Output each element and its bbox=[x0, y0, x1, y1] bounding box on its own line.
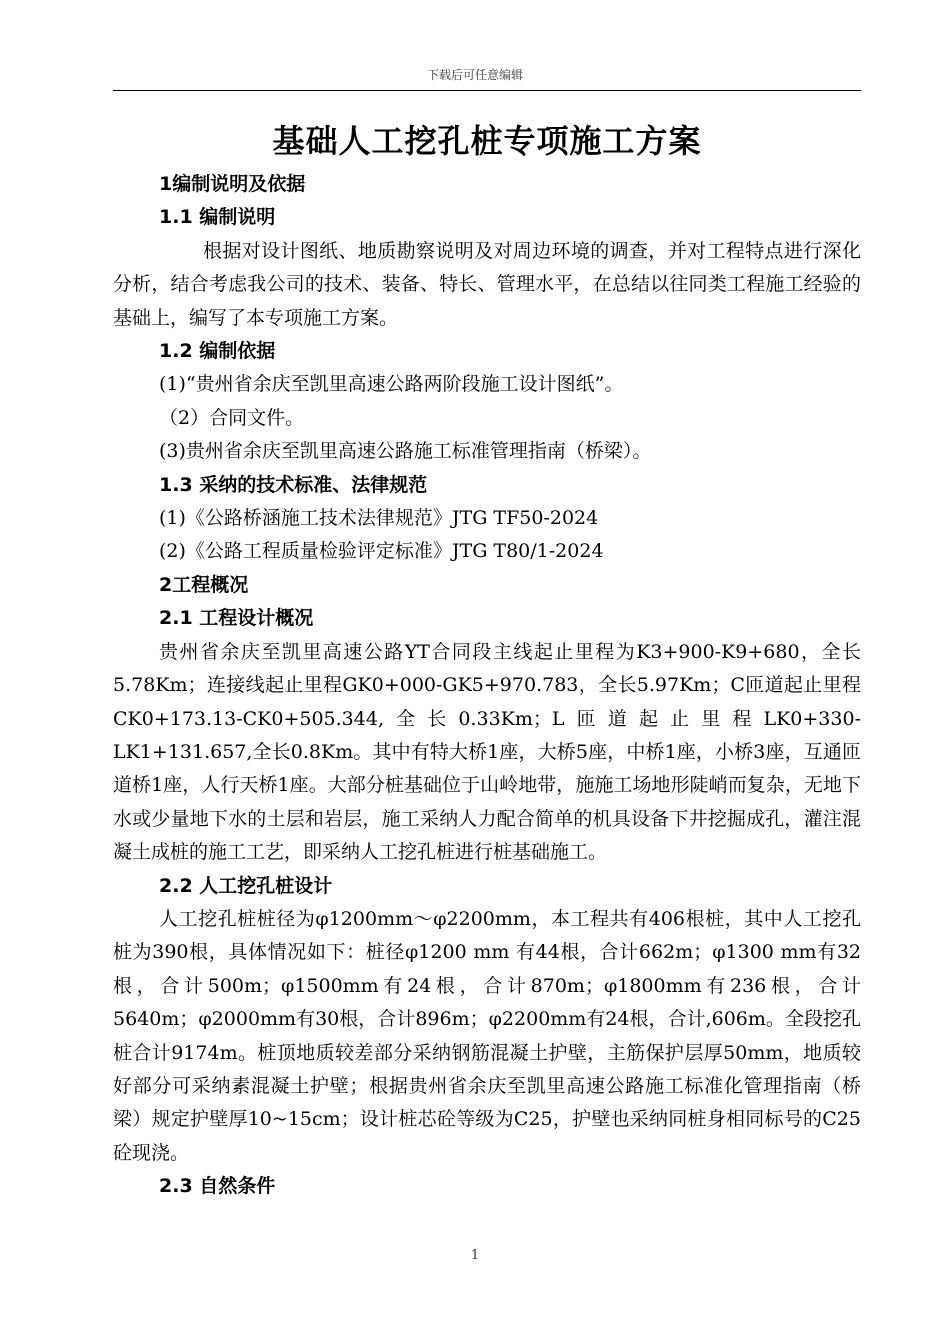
section-heading-1-3: 1.3 采纳的技术标准、法律规范 bbox=[159, 473, 428, 496]
section-heading-1-2: 1.2 编制依据 bbox=[159, 340, 276, 363]
document-title: 基础人工挖孔桩专项施工方案 bbox=[272, 122, 702, 160]
section-heading-2-2: 2.2 人工挖孔桩设计 bbox=[159, 874, 333, 897]
paragraph-1-1: 根据对设计图纸、地质勘察说明及对周边环境的调查，并对工程特点进行深化分析，结合考虑我公司的技术、装备、特长、管理水平，在总结以往同类工程施工经验的基础上，编写了本专项施工方案。 bbox=[113, 239, 861, 329]
header-note: 下载后可任意编辑 bbox=[426, 68, 523, 82]
page-number: 1 bbox=[470, 1248, 480, 1263]
section-heading-1-1: 1.1 编制说明 bbox=[159, 206, 276, 229]
section-heading-1: 1编制说明及依据 bbox=[159, 173, 306, 195]
paragraph-2-1: 贵州省余庆至凯里高速公路YT合同段主线起止里程为K3+900-K9+680，全长5.78Km；连接线起止里程GK0+000-GK5+970.783，全长5.97Km；C匝道起止里程CK0+173.13-CK0+505.344,全长0.33Km；L匝道起止里程LK0+330-LK1+131.657,全长0.8Km。其中有特大桥1座，大桥5座，中桥1座，小桥3座，互通匝道桥1座，人行天桥1座。大部分桩基础位于山岭地带，施施工场地形陡峭而复杂，无地下水或少量地下水的土层和岩层，施工采纳人力配合简单的机具设备下井挖掘成孔，灌注混凝土成桩的施工工艺，即采纳人工挖孔桩进行桩基础施工。 bbox=[113, 640, 861, 864]
list-item: (3)贵州省余庆至凯里高速公路施工标准管理指南（桥梁）。 bbox=[159, 440, 652, 463]
section-heading-2-1: 2.1 工程设计概况 bbox=[159, 607, 314, 630]
header-divider bbox=[113, 90, 861, 91]
list-item: (1)“贵州省余庆至凯里高速公路两阶段施工设计图纸”。 bbox=[159, 373, 624, 396]
list-item: （2）合同文件。 bbox=[159, 406, 305, 429]
section-heading-2: 2工程概况 bbox=[159, 573, 249, 596]
list-item: (2)《公路工程质量检验评定标准》JTG T80/1-2024 bbox=[159, 540, 604, 563]
section-heading-2-3: 2.3 自然条件 bbox=[159, 1175, 276, 1198]
list-item: (1)《公路桥涵施工技术法律规范》JTG TF50-2024 bbox=[159, 507, 599, 530]
document-body bbox=[113, 168, 861, 1204]
paragraph-2-2: 人工挖孔桩桩径为φ1200mm～φ2200mm，本工程共有406根桩，其中人工挖孔桩为390根，具体情况如下：桩径φ1200 mm 有44根，合计662m；φ1300 mm有32根，合计500m；φ1500mm有24根，合计870m；φ1800mm有236根，合计5640m；φ2000mm有30根，合计896m；φ2200mm有24根，合计,606m。全段挖孔桩合计9174m。桩顶地质较差部分采纳钢筋混凝土护壁，主筋保护层厚50mm，地质较好部分可采纳素混凝土护壁；根据贵州省余庆至凯里高速公路施工标准化管理指南（桥梁）规定护壁厚10~15cm；设计桩芯砼等级为C25，护壁也采纳同桩身相同标号的C25砼现浇。 bbox=[113, 907, 861, 1164]
